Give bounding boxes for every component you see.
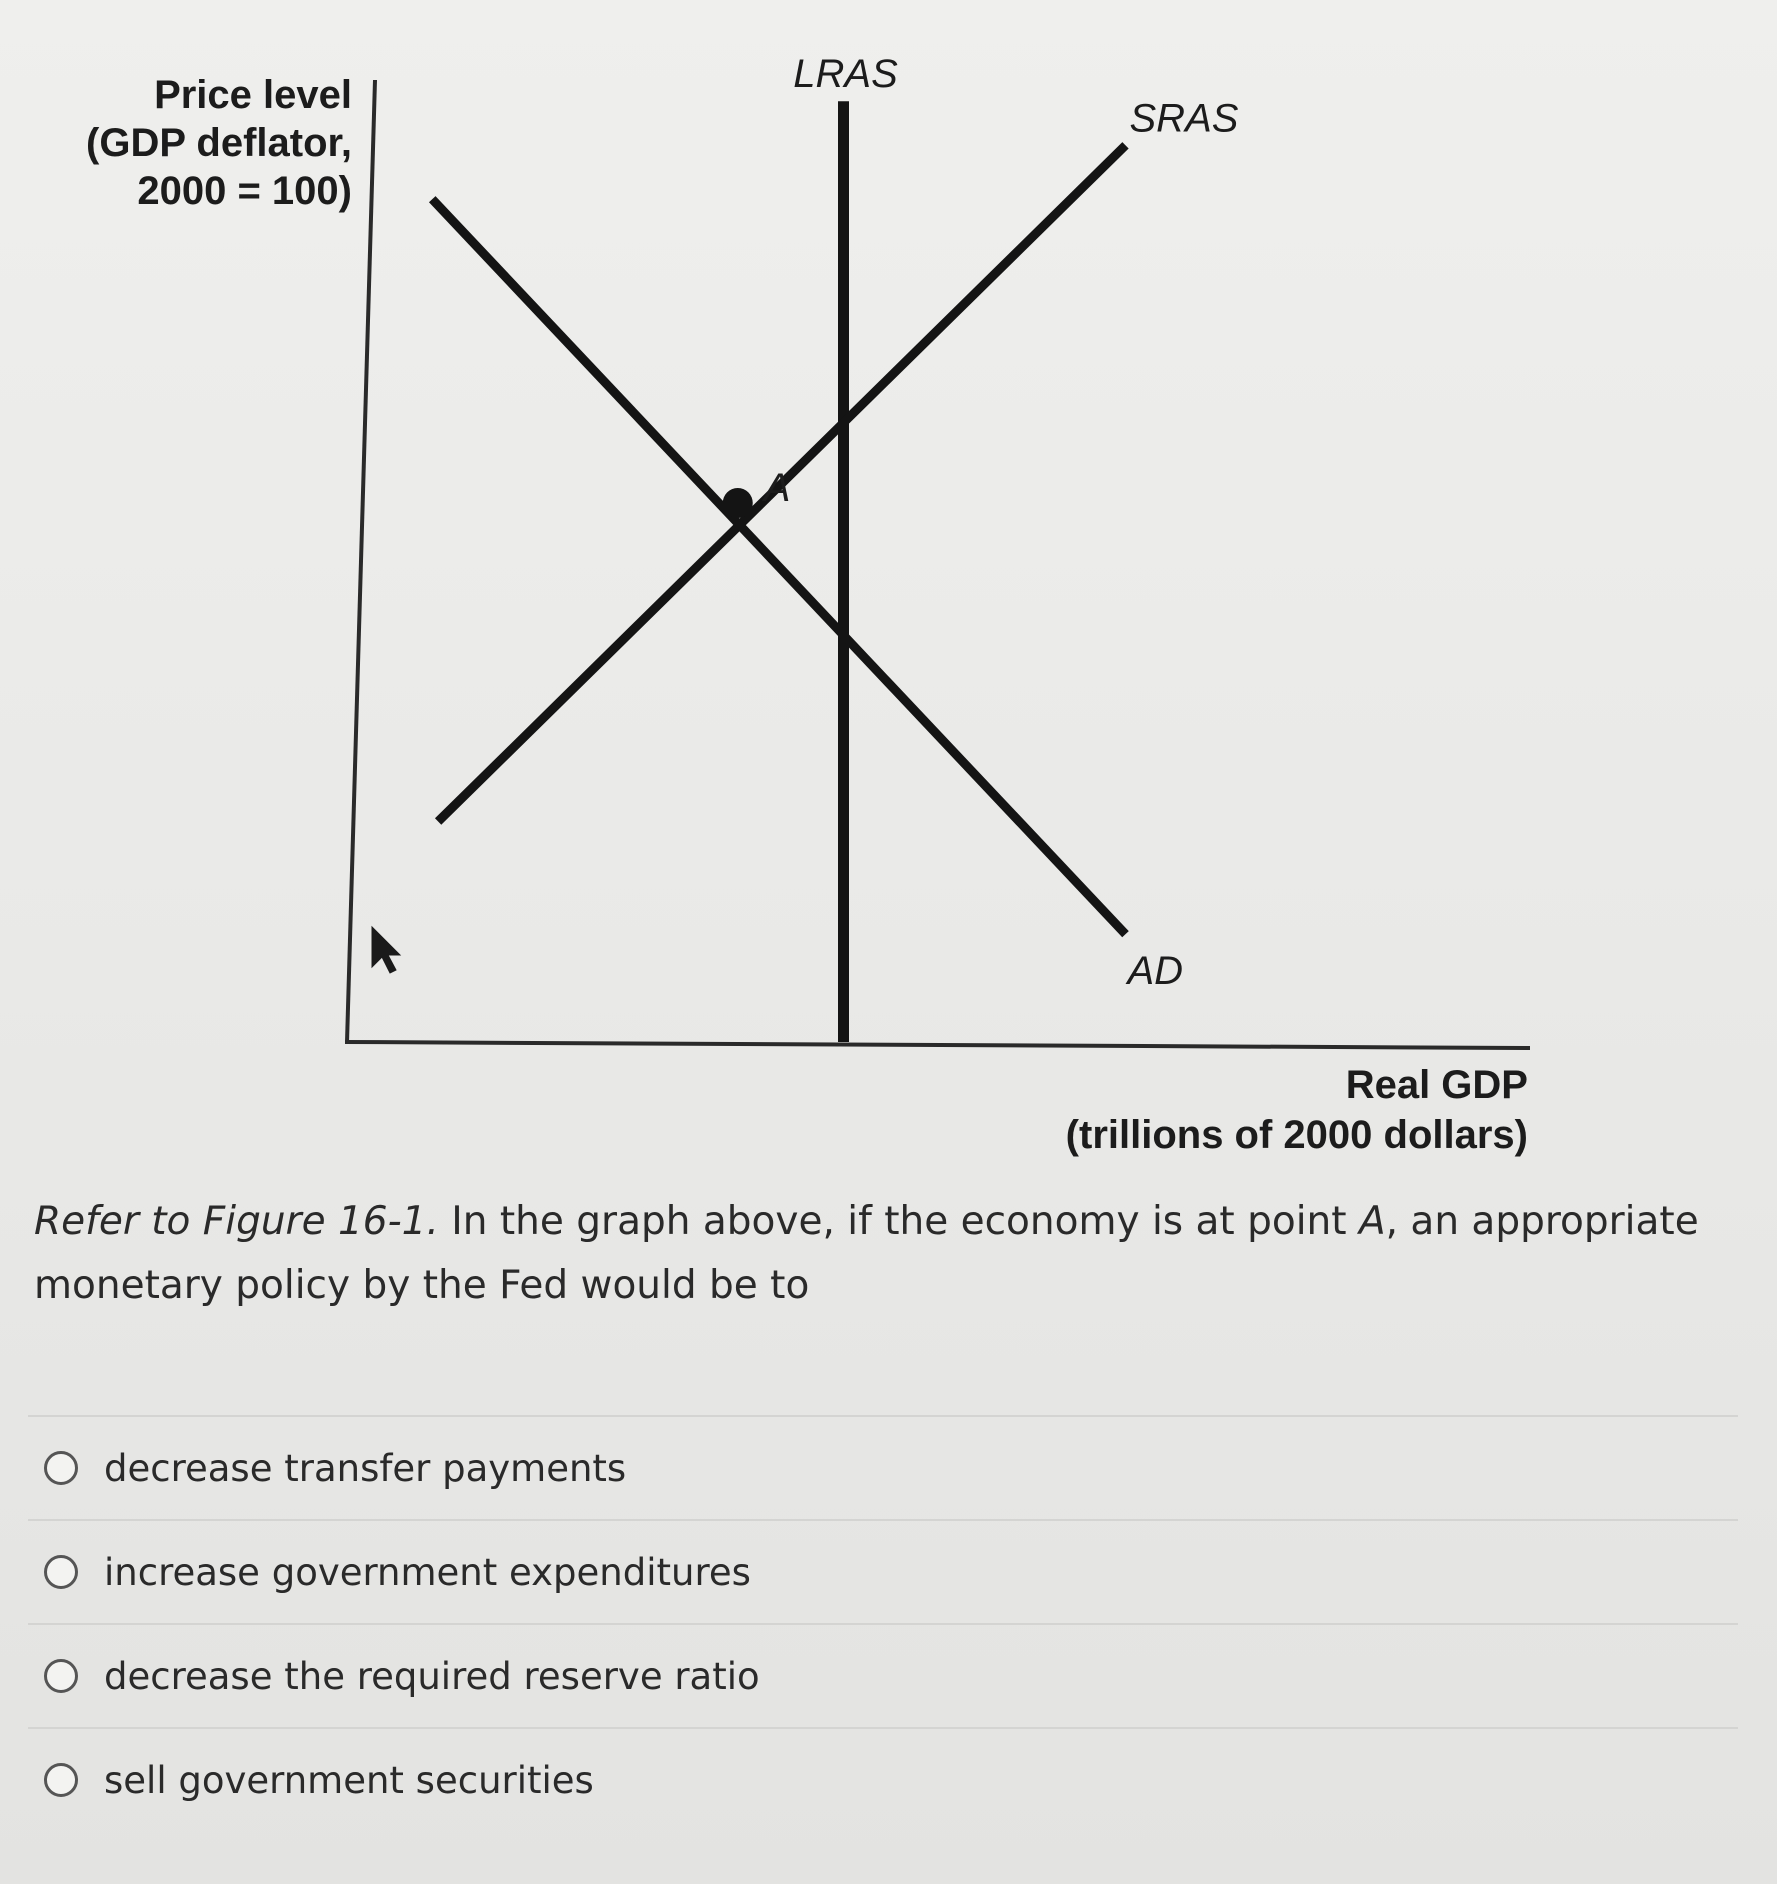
x-axis-label <box>1066 1063 1528 1157</box>
answer-option[interactable] <box>28 1729 1738 1831</box>
point-a-label: A <box>763 466 791 510</box>
question-point-label: A <box>1358 1199 1386 1244</box>
answer-option[interactable] <box>28 1417 1738 1519</box>
y-axis-label <box>86 73 352 213</box>
answer-option-label: decrease the required reserve ratio <box>104 1654 760 1698</box>
y-axis-line <box>347 80 375 1042</box>
answer-option-label: sell government securities <box>104 1758 594 1802</box>
question-body-end: , an appropriate monetary policy by the Fed would be to <box>34 1199 1699 1308</box>
answer-option[interactable] <box>28 1521 1738 1623</box>
answer-option-label: decrease transfer payments <box>104 1446 627 1490</box>
radio-icon[interactable] <box>44 1763 78 1797</box>
point-a-marker <box>723 488 753 518</box>
question-text <box>34 1190 1734 1318</box>
question-body-start: In the graph above, if the economy is at point <box>438 1199 1359 1244</box>
answer-option[interactable] <box>28 1625 1738 1727</box>
x-axis-label-line: Real GDP <box>1345 1063 1528 1107</box>
x-axis-label-line: (trillions of 2000 dollars) <box>1065 1113 1528 1157</box>
curves-layer <box>432 52 1238 1042</box>
radio-icon[interactable] <box>44 1451 78 1485</box>
ad-curve <box>432 199 1125 934</box>
x-axis-line <box>345 1042 1530 1048</box>
y-axis-label-line: 2000 = 100) <box>137 169 352 213</box>
sras-label: SRAS <box>1129 96 1239 141</box>
answer-option-label: increase government expenditures <box>104 1550 751 1594</box>
y-axis-label-line: Price level <box>154 73 352 117</box>
y-axis-label-line: (GDP deflator, <box>86 121 352 165</box>
radio-icon[interactable] <box>44 1555 78 1589</box>
figure-reference: Refer to Figure 16-1. <box>34 1199 439 1244</box>
mouse-pointer-icon <box>372 927 400 973</box>
ad-label: AD <box>1127 949 1184 994</box>
radio-icon[interactable] <box>44 1659 78 1693</box>
answer-options <box>28 1415 1738 1831</box>
lras-label: LRAS <box>793 52 898 97</box>
